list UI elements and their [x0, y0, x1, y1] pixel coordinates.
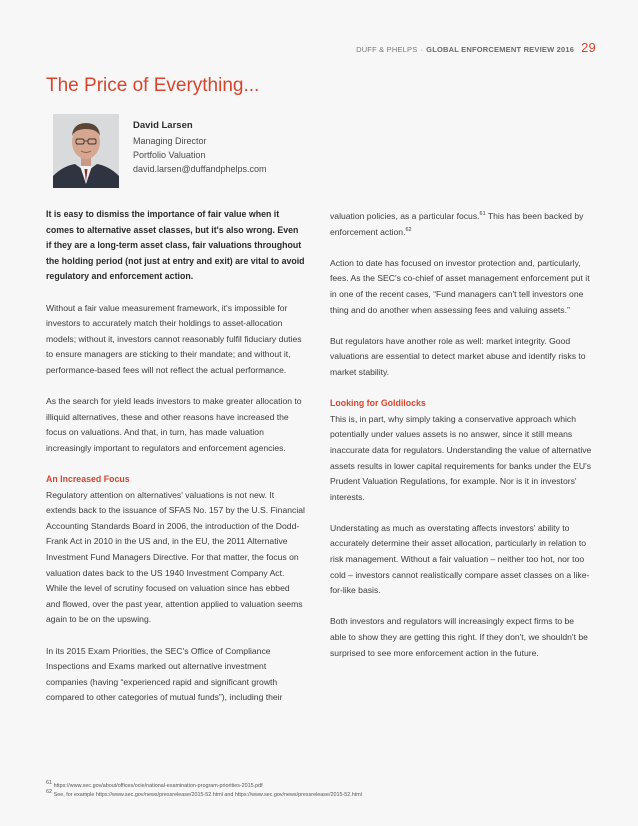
footnote-number: 62 — [46, 789, 53, 796]
author-info — [133, 114, 267, 188]
section-heading: Looking for Goldilocks — [330, 398, 426, 409]
body-paragraph: Action to date has focused on investor protection and, particularly, fees. As the SEC's co-chief of asset management enforcement put it in one of the recent cases, “Fund managers can't tell investors one thing and do another when assessing fees and valuing assets.” — [330, 257, 590, 315]
author-block — [53, 114, 267, 188]
author-name: David Larsen — [133, 120, 193, 131]
footnote-ref[interactable]: 62 — [405, 226, 412, 233]
running-header — [356, 40, 596, 55]
article-title: The Price of Everything... — [46, 75, 260, 96]
lead-paragraph: It is easy to dismiss the importance of fair value when it comes to alternative asset classes, but it's also wrong. Even if they are a long-term asset class, fair valuations throughout the holding period (not just at entry and exit) are vital to avoid regulatory and enforcement action. — [46, 209, 305, 282]
left-column — [46, 207, 306, 722]
body-text: valuation policies, as a particular focus. — [330, 211, 480, 221]
body-paragraph: Both investors and regulators will increasingly expect firms to be able to show they are getting this right. If they don't, we shouldn't be surprised to see more enforcement action in the future. — [330, 616, 588, 658]
footnote — [46, 782, 606, 791]
header-separator: · — [420, 45, 424, 54]
body-paragraph: As the search for yield leads investors to make greater allocation to illiquid alternatives, these and other reasons have increased the focus on valuations. And that, in turn, has made valuation increasingly important to regulators and enforcement agencies. — [46, 396, 302, 453]
body-paragraph: Regulatory attention on alternatives' valuations is not new. It extends back to the issuance of SFAS No. 157 by the U.S. Financial Accounting Standards Board in 2006, the introduction of the Dodd-Frank Act in 2010 in the US and, in the EU, the 2011 Alternative Investment Fund Managers Directive. For that matter, the focus on valuation dates back to the US 1940 Investment Company Act. While the level of scrutiny focused on valuation since has ebbed and flowed, over the past year, attention applied to valuation seems again to be on the upswing. — [46, 489, 305, 625]
author-role: Managing Director — [133, 136, 207, 146]
footnote — [46, 791, 606, 800]
footnote-link[interactable]: https://www.sec.gov/about/offices/ocie/national-examination-program-priorities-2015.pdf — [52, 783, 263, 789]
body-paragraph: Understating as much as overstating affects investors' ability to accurately determine their asset allocation, particularly in relation to risk management. Without a fair valuation – neither too hot, nor too cold – investors cannot realistically compare asset classes on a like-for-like basis. — [330, 522, 590, 596]
footnote-link[interactable]: See, for example https://www.sec.gov/news/pressrelease/2015-52.html and https://www.sec.gov/news/pressrelease/2015-52.html — [52, 792, 362, 798]
body-paragraph — [330, 209, 592, 240]
footnotes — [46, 782, 606, 800]
body-paragraph: This is, in part, why simply taking a conservative approach which potentially under values assets is no answer, since it still means inaccurate data for regulators. Understanding the value of alternative assets results in lower capital requirements for banks under the EU's Prudent Valuation Regulations, for example. Nor is it in investors' interests. — [330, 413, 592, 502]
author-department: Portfolio Valuation — [133, 150, 206, 160]
body-paragraph: But regulators have another role as well: market integrity. Good valuations are essential to detect market abuse and identify risks to market stability. — [330, 335, 586, 377]
header-publication: GLOBAL ENFORCEMENT REVIEW 2016 — [426, 45, 575, 54]
body-text: This has been backed by enforcement action. — [330, 211, 584, 237]
section-heading: An Increased Focus — [46, 474, 130, 485]
author-email[interactable]: david.larsen@duffandphelps.com — [133, 164, 267, 174]
footnote-ref[interactable]: 61 — [479, 211, 486, 218]
author-photo — [53, 114, 119, 188]
header-brand: DUFF & PHELPS — [356, 45, 418, 54]
author-portrait-icon — [53, 114, 119, 188]
page-number: 29 — [581, 40, 596, 55]
body-paragraph: Without a fair value measurement framework, it's impossible for investors to accurately match their holdings to asset-allocation models; without it, investors cannot reasonably fulfil fiduciary duties to ensure managers are sticking to their mandate; and without it, performance-based fees will not reflect the actual performance. — [46, 302, 302, 375]
body-paragraph: In its 2015 Exam Priorities, the SEC's Office of Compliance Inspections and Exams marked out alternative investment companies (having “experienced rapid and significant growth compared to other categories of mutual funds”), including their — [46, 645, 283, 703]
footnote-number: 61 — [46, 780, 53, 787]
right-column — [330, 209, 592, 677]
